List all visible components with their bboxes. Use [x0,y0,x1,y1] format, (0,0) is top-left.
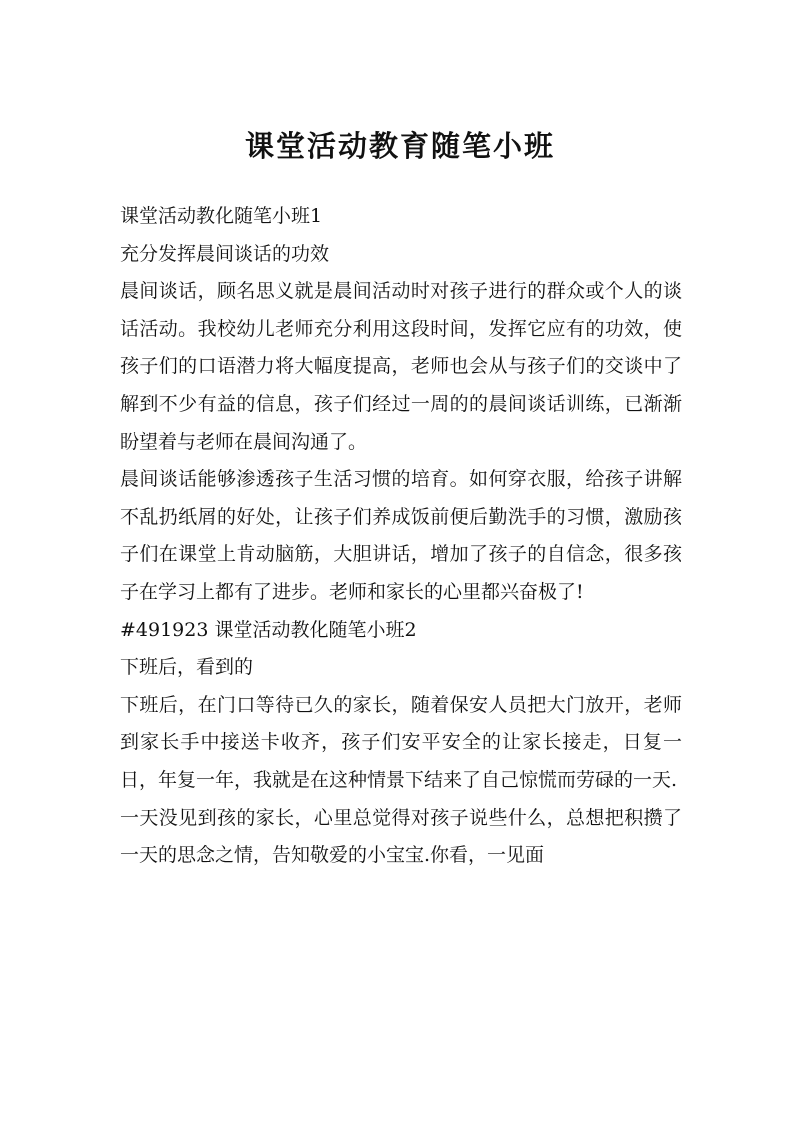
paragraph: 一天没见到孩的家长，心里总觉得对孩子说些什么，总想把积攒了一天的思念之情，告知敬爱的小宝宝.你看，一见面 [120,806,682,867]
paragraph: 晨间谈话能够渗透孩子生活习惯的培育。如何穿衣服，给孩子讲解不乱扔纸屑的好处，让孩子们养成饭前便后勤洗手的习惯，激励孩子们在课堂上肯动脑筋，大胆讲话，增加了孩子的自信念，很多孩子在学习上都有了进步。老师和家长的心里都兴奋极了! [120,468,682,603]
document-title: 课堂活动教育随笔小班 [244,129,555,163]
paragraph: 下班后，在门口等待已久的家长，随着保安人员把大门放开，老师到家长手中接送卡收齐，孩子们安平安全的让家长接走，日复一日，年复一年，我就是在这种情景下结来了自己惊慌而劳碌的一天. [120,693,682,791]
document-body [120,198,682,875]
section-heading-1: 课堂活动教化随笔小班1 [120,205,323,227]
subheading-1: 充分发挥晨间谈话的功效 [120,242,330,265]
section-heading-2: #491923 课堂活动教化随笔小班2 [120,618,417,641]
subheading-2: 下班后，看到的 [120,656,254,679]
paragraph: 晨间谈话，顾名思义就是晨间活动时对孩子进行的群众或个人的谈话活动。我校幼儿老师充分利用这段时间，发挥它应有的功效，使孩子们的口语潜力将大幅度提高，老师也会从与孩子们的交谈中了解到不少有益的信息，孩子们经过一周的的晨间谈话训练，已渐渐盼望着与老师在晨间沟通了。 [120,280,682,453]
